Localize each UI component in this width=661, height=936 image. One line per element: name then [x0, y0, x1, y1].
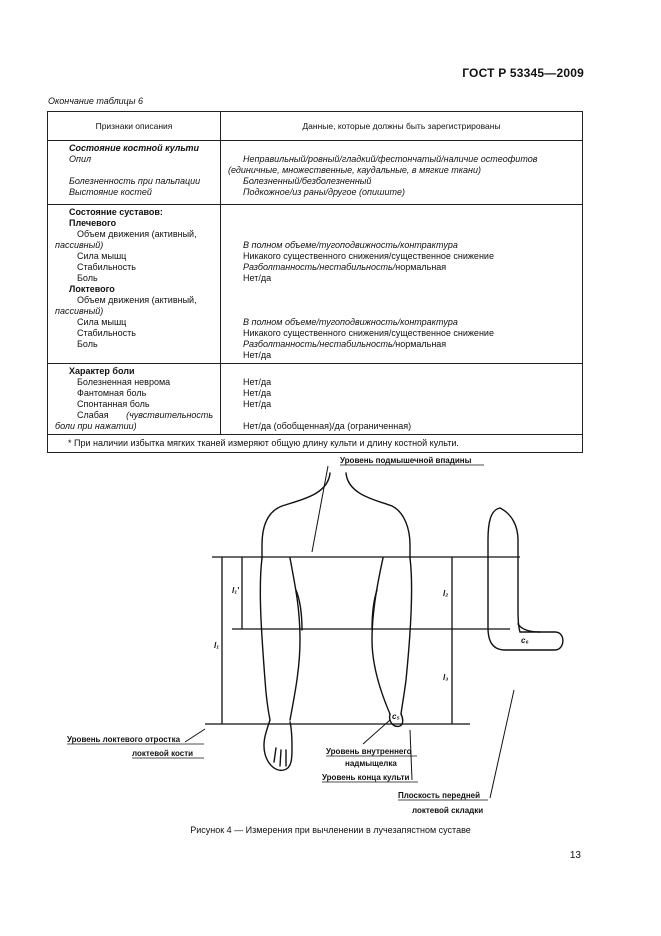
feature-label: Спонтанная боль: [77, 399, 150, 409]
value-text: Нет/да: [243, 350, 272, 360]
symbol-l1-prime: l₁': [232, 586, 239, 595]
feature-label: боли при нажатии): [55, 421, 137, 431]
right-arm-outline: [401, 558, 412, 714]
value-text: Разболтанность/нестабильность/нормальная: [243, 339, 447, 349]
column-header-data: Данные, которые должны быть зарегистрированы: [221, 112, 583, 141]
feature-label: Сила мышц: [77, 251, 127, 261]
subsection-shoulder: Плечевого: [69, 218, 117, 228]
value-text: В полном объеме/тугоподвижность/контрактура: [243, 240, 458, 250]
label-elbow-crease-plane-2: локтевой складки: [412, 806, 484, 815]
feature-label: Объем движения (активный,: [77, 229, 197, 239]
feature-label: Болезненность при пальпации: [69, 176, 201, 186]
feature-label: пассивный): [55, 240, 104, 250]
description-table: [47, 111, 583, 453]
standard-code: ГОСТ Р 53345—2009: [462, 66, 584, 80]
body-outline: [346, 473, 410, 558]
table-row-pain: [48, 364, 583, 435]
feature-label: Опил: [69, 154, 92, 164]
value-text: Нет/да: [243, 388, 272, 398]
value-text: Нет/да (обобщенная)/да (ограниченная): [243, 421, 412, 431]
feature-label: Объем движения (активный,: [77, 295, 197, 305]
section-title-joints: Состояние суставов:: [69, 207, 163, 217]
value-text: Нет/да: [243, 399, 272, 409]
leader-line: [185, 729, 205, 742]
figure-caption: Рисунок 4 — Измерения при вычленении в лучезапястном суставе: [190, 825, 471, 835]
section-title-bone-stump: Состояние костной культи: [69, 143, 200, 153]
label-olecranon-level-2: локтевой кости: [132, 749, 194, 758]
symbol-l3: l₃: [443, 673, 449, 682]
column-header-features: Признаки описания: [48, 112, 221, 141]
label-epicondyle-level: Уровень внутреннего: [326, 747, 412, 756]
feature-label: Болезненная неврома: [77, 377, 171, 387]
value-text: Неправильный/ровный/гладкий/фестончатый/наличие остеофитов: [243, 154, 538, 164]
feature-label: Фантомная боль: [77, 388, 147, 398]
value-text: Никакого существенного снижения/существенное снижение: [243, 251, 494, 261]
label-elbow-crease-plane: Плоскость передней: [398, 791, 481, 800]
symbol-c6: c₆: [521, 636, 529, 645]
feature-label: Стабильность: [77, 328, 136, 338]
feature-label: Стабильность: [77, 262, 136, 272]
label-olecranon-level: Уровень локтевого отростка: [67, 735, 181, 744]
value-text: Нет/да: [243, 377, 272, 387]
left-hand-outline: [274, 748, 286, 766]
subsection-elbow: Локтевого: [69, 284, 115, 294]
value-text: В полном объеме/тугоподвижность/контрактура: [243, 317, 458, 327]
table-header-row: [48, 112, 583, 141]
page-number: 13: [569, 850, 581, 861]
table-caption: Окончание таблицы 6: [48, 96, 143, 106]
feature-label: пассивный): [55, 306, 104, 316]
value-text: Болезненный/безболезненный: [243, 176, 372, 186]
figure-arm-measurements: [0, 440, 661, 825]
value-text: Подкожное/из раны/другое (опишите): [243, 187, 405, 197]
left-hand-outline: [264, 720, 292, 770]
table-row-joints: [48, 205, 583, 364]
label-epicondyle-level-2: надмыщелка: [345, 759, 397, 768]
feature-label: Выстояние костей: [69, 187, 152, 197]
left-arm-outline: [290, 558, 300, 720]
feature-label: Сила мышц: [77, 317, 127, 327]
label-axillary-level: Уровень подмышечной впадины: [340, 456, 472, 465]
body-outline: [262, 473, 330, 558]
leader-line: [312, 466, 328, 552]
right-arm-outline: [372, 558, 390, 714]
side-arm-outline: [518, 624, 540, 632]
left-arm-outline: [260, 558, 270, 720]
table-row-bone-stump: [48, 141, 583, 205]
feature-label: Боль: [77, 273, 98, 283]
label-stump-end-level: Уровень конца культи: [322, 773, 410, 782]
feature-label: Боль: [77, 339, 98, 349]
leader-line: [490, 690, 514, 798]
section-title-pain: Характер боли: [69, 366, 135, 376]
value-text: Никакого существенного снижения/существенное снижение: [243, 328, 494, 338]
feature-label: Слабая (чувствительность: [77, 410, 214, 420]
symbol-c5: c₅: [392, 712, 400, 721]
symbol-l2: l₂: [443, 589, 449, 598]
value-text: Нет/да: [243, 273, 272, 283]
value-text: Разболтанность/нестабильность/нормальная: [243, 262, 447, 272]
table-footnote: * При наличии избытка мягких тканей измеряют общую длину культи и длину костной культи.: [48, 435, 583, 453]
symbol-l1: l₁: [214, 641, 220, 650]
value-text: (единичные, множественные, каудальные, в мягкие ткани): [228, 165, 481, 175]
